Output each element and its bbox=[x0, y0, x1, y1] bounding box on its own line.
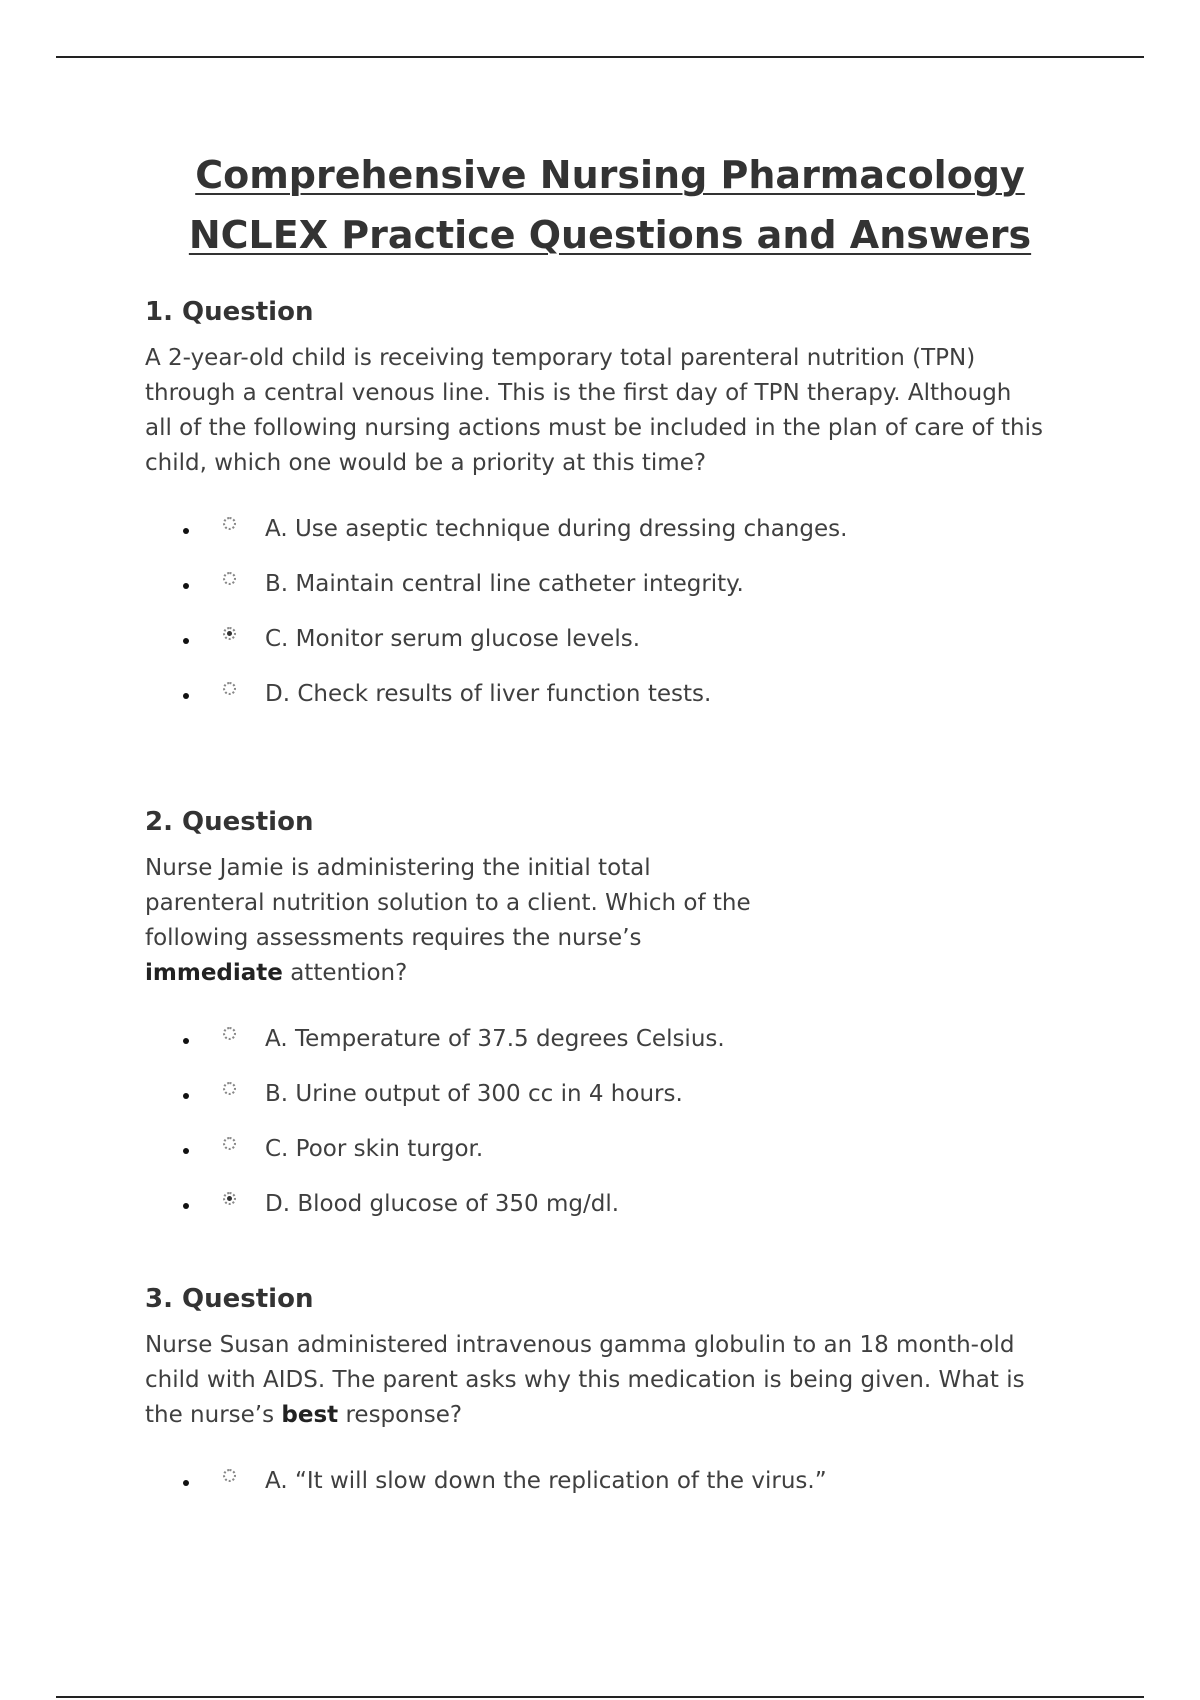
radio-button-selected[interactable] bbox=[223, 627, 236, 640]
option-a[interactable] bbox=[145, 1021, 1075, 1076]
options-list bbox=[145, 511, 1075, 731]
question-2 bbox=[145, 805, 1075, 1241]
bullet bbox=[183, 693, 189, 699]
option-label: A. “It will slow down the replication of the virus.” bbox=[265, 1468, 827, 1494]
bullet bbox=[183, 1203, 189, 1209]
option-a[interactable] bbox=[145, 1463, 1075, 1518]
option-c[interactable] bbox=[145, 1131, 1075, 1186]
radio-button[interactable] bbox=[223, 517, 236, 530]
option-a[interactable] bbox=[145, 511, 1075, 566]
option-label: D. Check results of liver function tests. bbox=[265, 681, 712, 707]
option-label: B. Maintain central line catheter integrity. bbox=[265, 571, 744, 597]
option-b[interactable] bbox=[145, 1076, 1075, 1131]
question-heading: 2. Question bbox=[145, 807, 314, 837]
radio-button[interactable] bbox=[223, 1027, 236, 1040]
option-label: A. Use aseptic technique during dressing changes. bbox=[265, 516, 848, 542]
radio-button[interactable] bbox=[223, 1469, 236, 1482]
radio-button[interactable] bbox=[223, 1082, 236, 1095]
bullet bbox=[183, 638, 189, 644]
question-text: Nurse Susan administered intravenous gamma globulin to an 18 month-old child with AIDS. The parent asks why this medication is being given. What is the nurse’s best response? bbox=[145, 1332, 1025, 1428]
options-list bbox=[145, 1021, 1075, 1241]
question-3 bbox=[145, 1282, 1075, 1518]
option-label: D. Blood glucose of 350 mg/dl. bbox=[265, 1191, 620, 1217]
top-rule bbox=[56, 56, 1144, 58]
title-line-1: Comprehensive Nursing Pharmacology bbox=[195, 153, 1025, 197]
question-heading: 1. Question bbox=[145, 297, 314, 327]
option-label: A. Temperature of 37.5 degrees Celsius. bbox=[265, 1026, 725, 1052]
emphasis-text: immediate bbox=[145, 960, 283, 986]
bullet bbox=[183, 1038, 189, 1044]
option-label: B. Urine output of 300 cc in 4 hours. bbox=[265, 1081, 683, 1107]
question-text: A 2-year-old child is receiving temporary total parenteral nutrition (TPN) through a central venous line. This is the first day of TPN therapy. Although all of the following nursing actions must be included in the plan of care of this child, which one would be a priority at this time? bbox=[145, 345, 1043, 476]
bullet bbox=[183, 1480, 189, 1486]
question-1 bbox=[145, 295, 1075, 731]
option-b[interactable] bbox=[145, 566, 1075, 621]
bullet bbox=[183, 583, 189, 589]
radio-button[interactable] bbox=[223, 682, 236, 695]
radio-button-selected[interactable] bbox=[223, 1192, 236, 1205]
emphasis-text: best bbox=[281, 1402, 339, 1428]
bullet bbox=[183, 1093, 189, 1099]
bullet bbox=[183, 528, 189, 534]
options-list bbox=[145, 1463, 1075, 1518]
option-d[interactable] bbox=[145, 676, 1075, 731]
option-label: C. Monitor serum glucose levels. bbox=[265, 626, 641, 652]
option-d[interactable] bbox=[145, 1186, 1075, 1241]
bullet bbox=[183, 1148, 189, 1154]
option-label: C. Poor skin turgor. bbox=[265, 1136, 484, 1162]
question-text: Nurse Jamie is administering the initial total parenteral nutrition solution to a client. Which of the following assessments requires the nurse’s immediate attention? bbox=[145, 855, 751, 986]
title-line-2: NCLEX Practice Questions and Answers bbox=[188, 213, 1032, 257]
bottom-rule bbox=[56, 1696, 1144, 1698]
question-heading: 3. Question bbox=[145, 1284, 314, 1314]
option-c[interactable] bbox=[145, 621, 1075, 676]
radio-button[interactable] bbox=[223, 1137, 236, 1150]
radio-button[interactable] bbox=[223, 572, 236, 585]
page-title bbox=[145, 145, 1075, 265]
